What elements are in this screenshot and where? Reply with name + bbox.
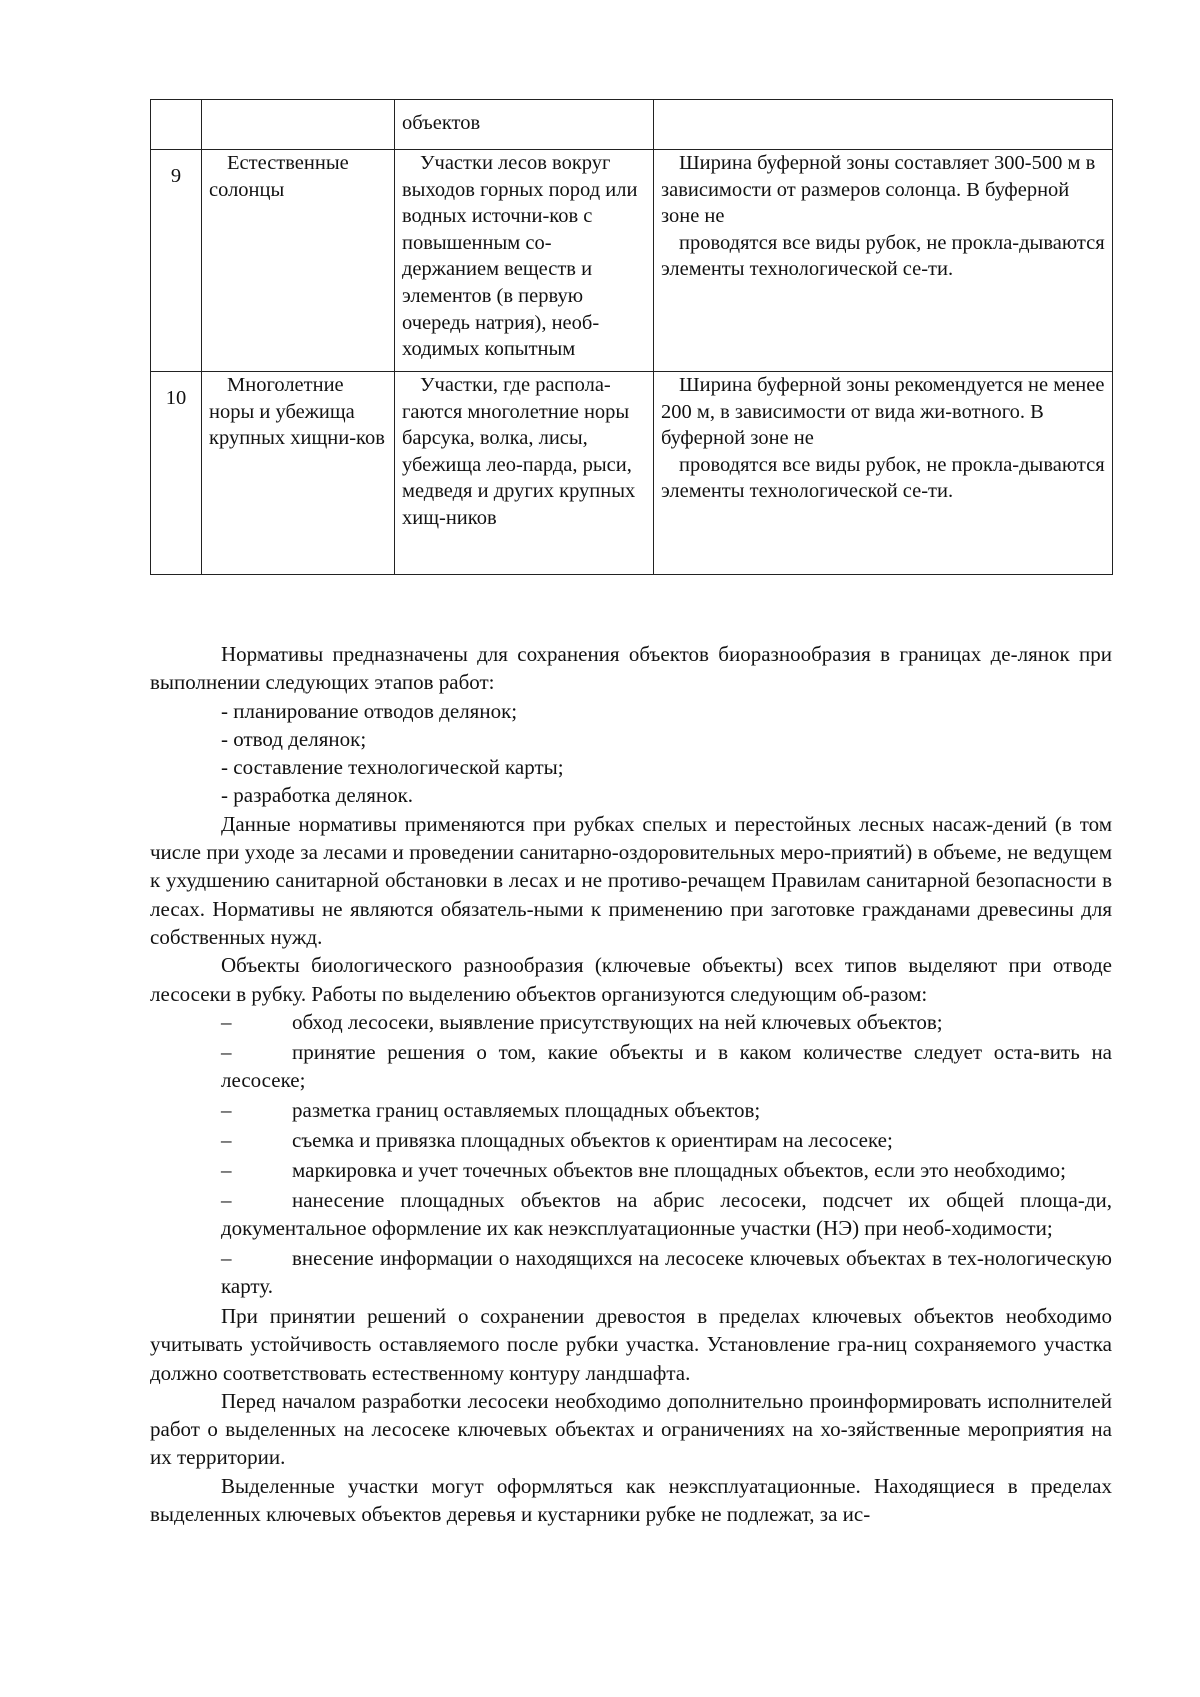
dash-marker: –: [221, 1245, 232, 1270]
step-item: [150, 1008, 1112, 1036]
stage-item: - отвод делянок;: [221, 726, 367, 751]
document-body: [150, 640, 1112, 1528]
step-item: [150, 1156, 1112, 1184]
step-text: съемка и привязка площадных объектов к ориентирам на лесосеке;: [292, 1127, 893, 1152]
table-cell-name: Естественные солонцы: [202, 150, 395, 372]
step-item: [150, 1038, 1112, 1095]
dash-marker: –: [221, 1097, 232, 1122]
table-cell-description: объектов: [395, 100, 654, 150]
table-cell-num: [151, 100, 202, 150]
sites-paragraph: Выделенные участки могут оформляться как неэксплуатационные. Находящиеся в пределах выделенных ключевых объектов деревья и кустарники рубке не подлежат, за ис-: [150, 1473, 1112, 1527]
objects-paragraph: Объекты биологического разнообразия (ключевые объекты) всех типов выделяют при отводе лесосеки в рубку. Работы по выделению объектов организуются следующим об-разом:: [150, 953, 1112, 1006]
dash-marker: –: [221, 1187, 232, 1212]
table-cell-norm: [654, 100, 1113, 150]
table-cell-description: Участки, где распола-гаются многолетние норы барсука, волка, лисы, убежища лео-парда, рыси, медведя и других крупных хищ-ников: [395, 372, 654, 575]
table-cell-name: Многолетние норы и убежища крупных хищни-ков: [202, 372, 395, 575]
step-text: нанесение площадных объектов на абрис лесосеки, подсчет их общей площа-ди, документальное оформление их как неэксплуатационные участки (НЭ) при необ-ходимости;: [221, 1187, 1112, 1240]
step-item: [150, 1126, 1112, 1154]
step-text: обход лесосеки, выявление присутствующих на ней ключевых объектов;: [292, 1009, 943, 1034]
table-row: [151, 372, 1113, 575]
table-row: [151, 150, 1113, 372]
step-item: [150, 1096, 1112, 1124]
inform-paragraph: Перед началом разработки лесосеки необходимо дополнительно проинформировать исполнителей работ о выделенных на лесосеке ключевых объектах и ограничениях на хо-зяйственные мероприятия на их территории.: [150, 1388, 1112, 1470]
step-item: [150, 1244, 1112, 1301]
dash-marker: –: [221, 1039, 232, 1064]
intro-paragraph: Нормативы предназначены для сохранения объектов биоразнообразия в границах де-лянок при выполнении следующих этапов работ:: [150, 642, 1112, 695]
dash-marker: –: [221, 1009, 232, 1034]
dash-marker: –: [221, 1157, 232, 1182]
table-cell-norm: Ширина буферной зоны рекомендуется не менее 200 м, в зависимости от вида жи-вотного. В буферной зоне не проводятся все виды рубок, не прокла-дываются элементы технологической се-ти.: [654, 372, 1113, 575]
step-text: внесение информации о находящихся на лесосеке ключевых объектах в тех-нологическую карту.: [221, 1245, 1112, 1299]
step-text: разметка границ оставляемых площадных объектов;: [292, 1097, 761, 1122]
table-cell-num: 10: [151, 372, 202, 575]
table-cell-name: [202, 100, 395, 150]
table-cell-description: Участки лесов вокруг выходов горных пород или водных источни-ков с повышенным со-держанием веществ и элементов (в первую очередь натрия), необ-ходимых копытным: [395, 150, 654, 372]
apply-paragraph: Данные нормативы применяются при рубках спелых и перестойных лесных насаж-дений (в том числе при уходе за лесами и проведении санитарно-оздоровительных меро-приятий) в объеме, не ведущем к ухудшению санитарной обстановки в лесах и не противо-речащем Правилам санитарной безопасности в лесах. Нормативы не являются обязатель-ными к применению при заготовке гражданами древесины для собственных нужд.: [150, 811, 1112, 949]
step-item: [150, 1186, 1112, 1243]
step-text: маркировка и учет точечных объектов вне площадных объектов, если это необходимо;: [292, 1157, 1066, 1182]
stage-item: - разработка делянок.: [221, 783, 414, 808]
table-cell-norm: Ширина буферной зоны составляет 300-500 м в зависимости от размеров солонца. В буферной зоне не проводятся все виды рубок, не прокла-дываются элементы технологической се-ти.: [654, 150, 1113, 372]
table-row: [151, 100, 1113, 150]
table-cell-num: 9: [151, 150, 202, 372]
biodiversity-objects-table: [150, 99, 1113, 575]
step-text: принятие решения о том, какие объекты и в каком количестве следует оста-вить на лесосеке;: [221, 1039, 1112, 1093]
stage-item: - составление технологической карты;: [221, 755, 564, 780]
stage-item: - планирование отводов делянок;: [221, 698, 518, 723]
dash-marker: –: [221, 1127, 232, 1152]
decisions-paragraph: При принятии решений о сохранении древостоя в пределах ключевых объектов необходимо учитывать устойчивость оставляемого после рубки участка. Установление гра-ниц сохраняемого участка должно соответствовать естественному контуру ландшафта.: [150, 1303, 1112, 1385]
